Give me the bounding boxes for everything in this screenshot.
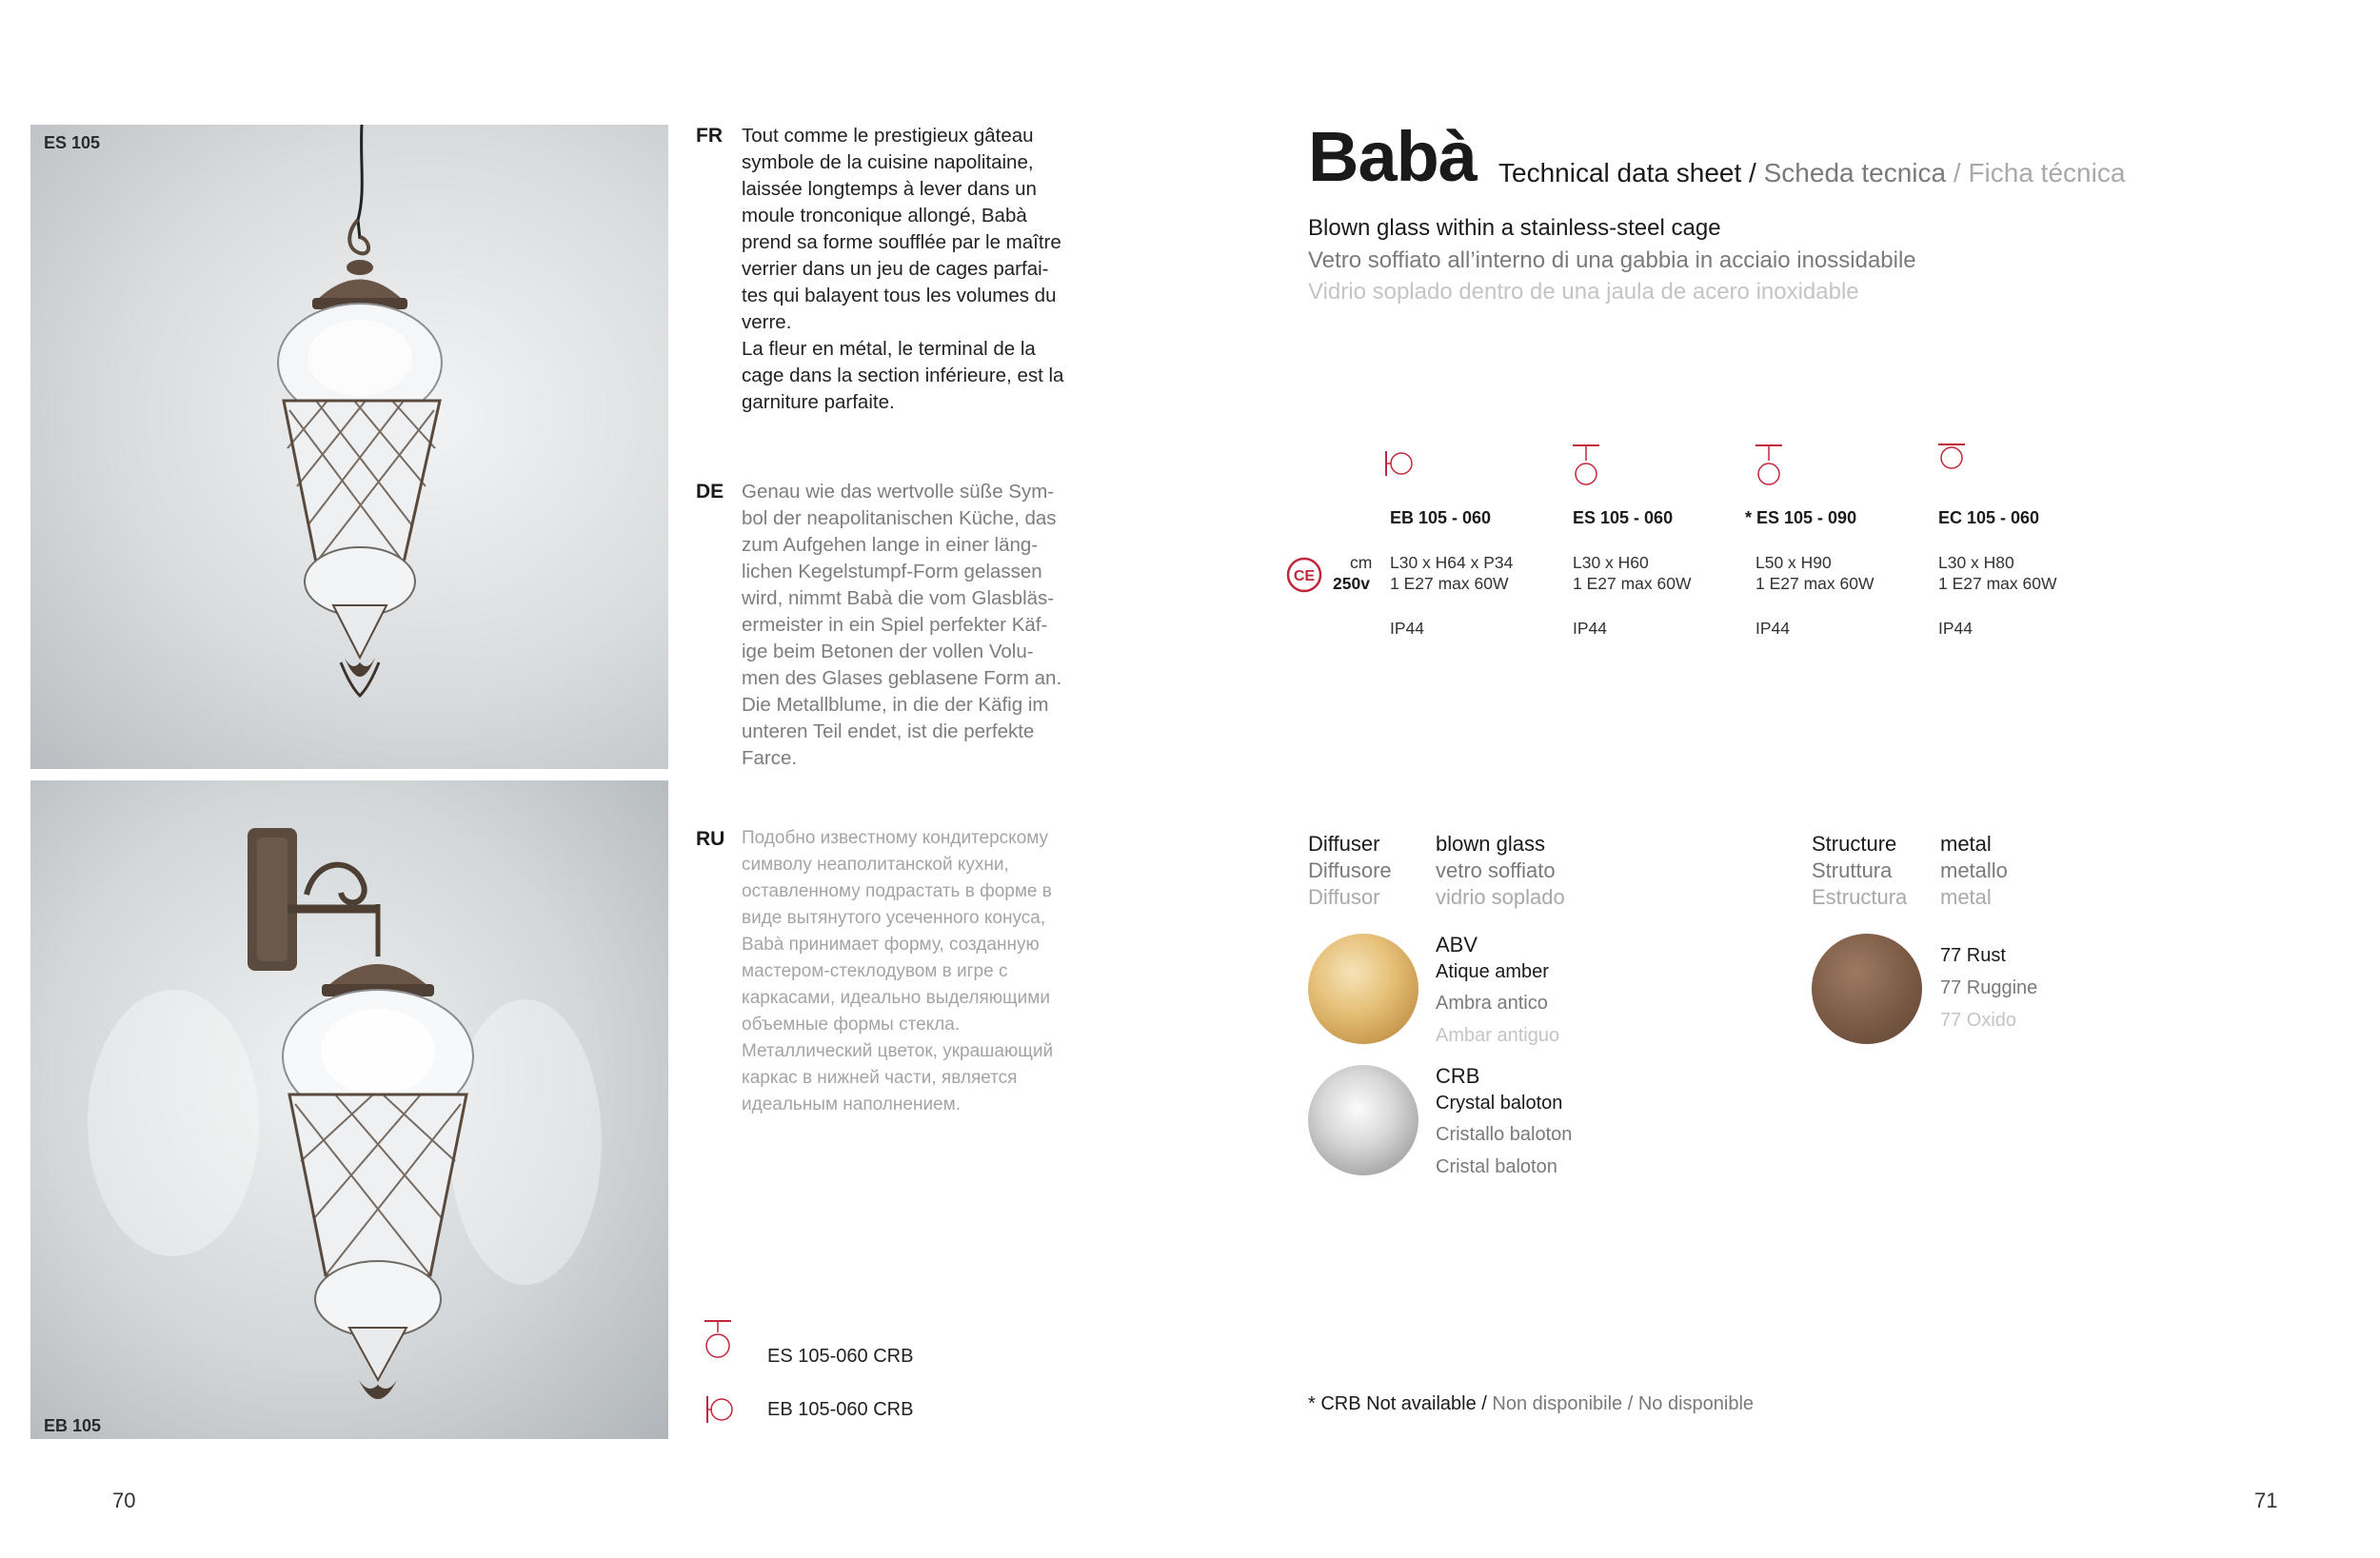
legend-label-wall: EB 105-060 CRB (767, 1399, 914, 1420)
footnote-separator: / (1622, 1393, 1638, 1414)
subtitle-it: Scheda tecnica (1763, 158, 1947, 187)
ru-line: объемные формы стекла. (742, 1015, 961, 1035)
wall-lamp-icon (704, 1394, 735, 1425)
diffuser-label-es: Diffusor (1308, 885, 1380, 909)
model-ip-rating: IP44 (1938, 619, 1973, 638)
subtitle-separator: / (1741, 158, 1764, 187)
swatch-amber (1308, 934, 1418, 1044)
ru-line: оставленному подрастать в форме в (742, 881, 1052, 901)
wall-lamp-icon (1383, 447, 1416, 480)
de-line: ige beim Betonen der vollen Volu- (742, 641, 1034, 662)
fr-line: cage dans la section inférieure, est la (742, 365, 1064, 386)
structure-value-it: metallo (1940, 858, 2008, 882)
voltage-label: 250v (1333, 574, 1370, 593)
text-block-fr (742, 123, 1094, 416)
diffuser-option-es: Ambar antiguo (1436, 1025, 1560, 1046)
model-dimensions: L50 x H90 (1755, 553, 1832, 572)
model-dimensions: L30 x H60 (1573, 553, 1649, 572)
model-code: EC 105 - 060 (1938, 508, 2040, 527)
fr-line: tes qui balayent tous les volumes du (742, 285, 1057, 306)
ru-line: Металлический цветок, украшающий (742, 1041, 1054, 1061)
lang-code-de: DE (696, 481, 724, 503)
description-it: Vetro soffiato all’interno di una gabbia in acciaio inossidabile (1308, 247, 1916, 273)
diffuser-label-it: Diffusore (1308, 858, 1392, 882)
model-code: ES 105 - 060 (1573, 508, 1674, 527)
model-code: EB 105 - 060 (1390, 508, 1492, 527)
ru-line: Подобно известному кондитерскому (742, 828, 1049, 848)
structure-label-en: Structure (1812, 832, 1897, 856)
ru-line: виде вытянутого усеченного конуса, (742, 908, 1046, 928)
de-line: men des Glases geblasene Form an. (742, 667, 1062, 689)
structure-option-it: 77 Ruggine (1940, 977, 2038, 998)
footnote-en: * CRB Not available (1308, 1393, 1477, 1414)
title-subtitle (1498, 158, 2125, 188)
model-code: * ES 105 - 090 (1745, 508, 1857, 527)
svg-text:CE: CE (1293, 568, 1316, 584)
structure-value-es: metal (1940, 885, 1992, 909)
subtitle-separator: / (1946, 158, 1969, 187)
pendant-icon (1571, 444, 1601, 487)
pendant-lamp-illustration (30, 125, 668, 769)
product-photo-pendant (30, 125, 668, 769)
product-title: Babà (1308, 117, 1477, 196)
structure-option-en: 77 Rust (1940, 945, 2006, 966)
model-bulb: 1 E27 max 60W (1573, 574, 1692, 593)
footnote-it: Non disponibile (1492, 1393, 1623, 1414)
diffuser-option-it: Cristallo baloton (1436, 1124, 1573, 1145)
diffuser-option-en: Atique amber (1436, 961, 1549, 982)
ru-line: каркасами, идеально выделяющими (742, 988, 1050, 1008)
subtitle-es: Ficha técnica (1968, 158, 2126, 187)
model-dimensions: L30 x H80 (1938, 553, 2014, 572)
model-ip-rating: IP44 (1755, 619, 1790, 638)
model-dimensions: L30 x H64 x P34 (1390, 553, 1514, 572)
fr-line: garniture parfaite. (742, 391, 895, 413)
diffuser-option-en: Crystal baloton (1436, 1093, 1563, 1114)
subtitle-en: Technical data sheet (1498, 158, 1742, 187)
structure-label-es: Estructura (1812, 885, 1908, 909)
diffuser-label-en: Diffuser (1308, 832, 1380, 856)
fr-line: moule tronconique allongé, Babà (742, 205, 1027, 227)
ru-line: идеальным наполнением. (742, 1095, 961, 1114)
description-es: Vidrio soplado dentro de una jaula de acero inoxidable (1308, 279, 1859, 305)
de-line: Die Metallblume, in die der Käfig im (742, 694, 1049, 716)
text-block-ru (742, 825, 1094, 1118)
footnote-separator: / (1476, 1393, 1493, 1414)
wall-lamp-illustration (30, 780, 668, 1439)
availability-footnote (1308, 1393, 1754, 1415)
photo-label-es105: ES 105 (44, 133, 101, 152)
diffuser-value-it: vetro soffiato (1436, 858, 1556, 882)
de-line: ermeister in ein Spiel perfekter Käf- (742, 614, 1048, 636)
legend-label-pendant: ES 105-060 CRB (767, 1346, 914, 1367)
lang-code-fr: FR (696, 125, 723, 147)
diffuser-value-en: blown glass (1436, 832, 1545, 856)
de-line: bol der neapolitanischen Küche, das (742, 507, 1057, 529)
ru-line: символу неаполитанской кухни, (742, 855, 1009, 875)
diffuser-value-es: vidrio soplado (1436, 885, 1565, 909)
fr-line: Tout comme le prestigieux gâteau (742, 125, 1034, 147)
fr-line: symbole de la cuisine napolitaine, (742, 151, 1034, 173)
de-line: unteren Teil endet, ist die perfekte (742, 720, 1035, 742)
de-line: Farce. (742, 747, 798, 769)
de-line: wird, nimmt Babà die vom Glasbläs- (742, 587, 1055, 609)
pendant-icon (703, 1319, 733, 1361)
swatch-crystal (1308, 1065, 1418, 1175)
structure-label-it: Struttura (1812, 858, 1893, 882)
structure-option-es: 77 Oxido (1940, 1010, 2017, 1031)
unit-label: cm (1350, 553, 1373, 572)
ru-line: Babà принимает форму, созданную (742, 935, 1040, 955)
photo-label-eb105: EB 105 (44, 1416, 102, 1435)
ceiling-lamp-icon (1936, 442, 1967, 474)
diffuser-option-code: CRB (1436, 1064, 1480, 1088)
fr-line: verrier dans un jeu de cages parfai- (742, 258, 1049, 280)
de-line: Genau wie das wertvolle süße Sym- (742, 481, 1055, 503)
footnote-es: No disponible (1637, 1393, 1755, 1414)
fr-line: prend sa forme soufflée par le maître (742, 231, 1061, 253)
pendant-icon (1754, 444, 1784, 487)
lang-code-ru: RU (696, 828, 725, 850)
diffuser-option-code: ABV (1436, 933, 1478, 956)
structure-value-en: metal (1940, 832, 1992, 856)
fr-line: laissée longtemps à lever dans un (742, 178, 1037, 200)
ce-mark-icon (1285, 556, 1323, 594)
description-en: Blown glass within a stainless-steel cage (1308, 215, 1721, 241)
diffuser-option-it: Ambra antico (1436, 993, 1548, 1014)
model-ip-rating: IP44 (1390, 619, 1424, 638)
text-block-de (742, 479, 1094, 772)
de-line: lichen Kegelstumpf-Form gelassen (742, 561, 1042, 582)
fr-line: La fleur en métal, le terminal de la (742, 338, 1036, 360)
page-number-left: 70 (112, 1489, 136, 1512)
model-bulb: 1 E27 max 60W (1938, 574, 2057, 593)
ru-line: каркас в нижней части, является (742, 1068, 1018, 1088)
swatch-rust (1812, 934, 1922, 1044)
page-number-right: 71 (2254, 1489, 2278, 1512)
de-line: zum Aufgehen lange in einer läng- (742, 534, 1039, 556)
diffuser-option-es: Cristal baloton (1436, 1156, 1557, 1177)
model-ip-rating: IP44 (1573, 619, 1607, 638)
model-bulb: 1 E27 max 60W (1390, 574, 1509, 593)
model-bulb: 1 E27 max 60W (1755, 574, 1874, 593)
product-photo-wall-lamp (30, 780, 668, 1439)
fr-line: verre. (742, 311, 792, 333)
ru-line: мастером-стеклодувом в игре с (742, 961, 1008, 981)
